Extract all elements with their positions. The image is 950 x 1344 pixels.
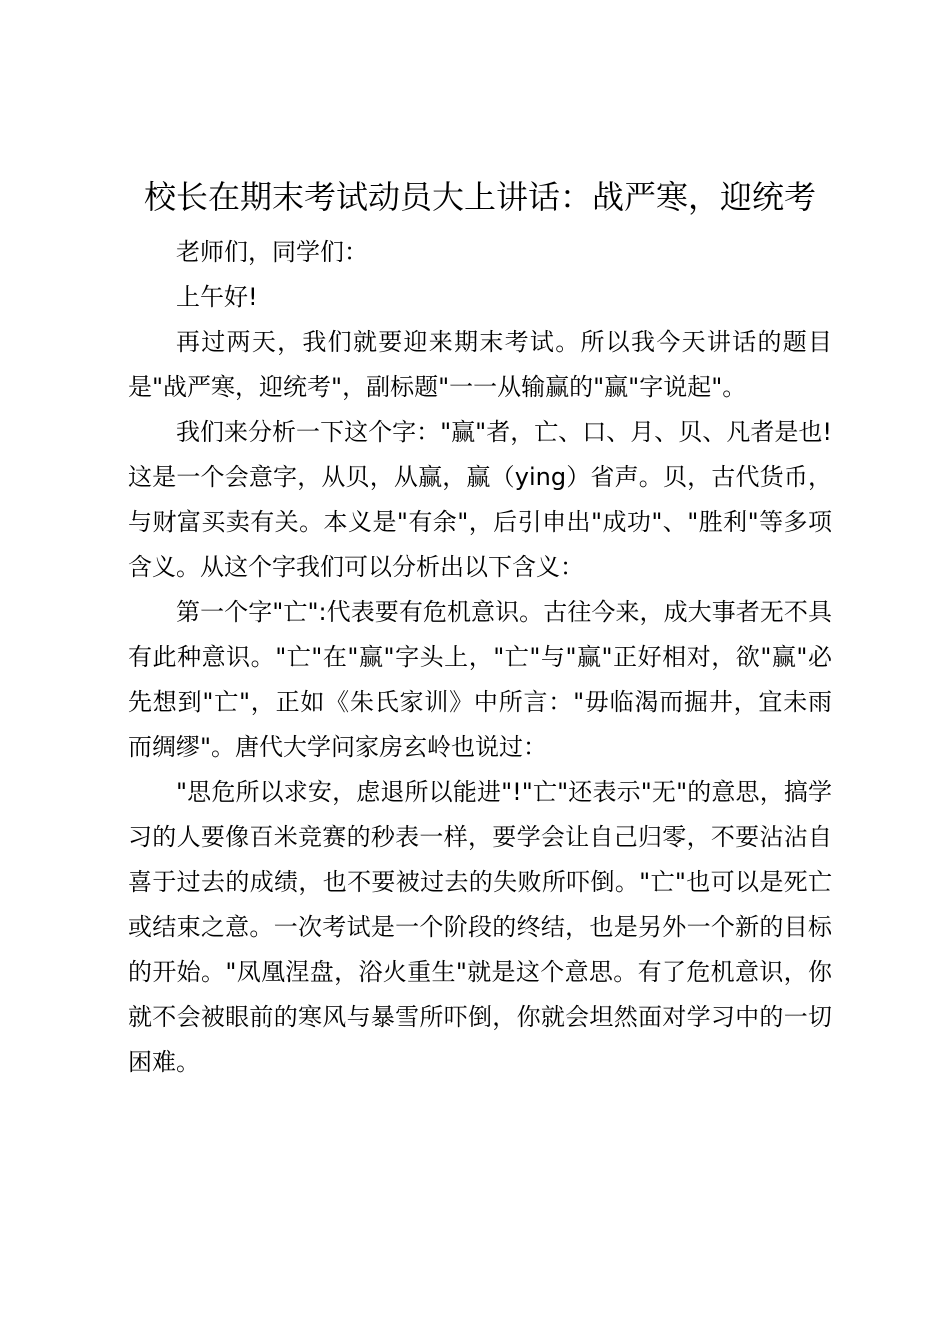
paragraph-greeting: 老师们，同学们： bbox=[176, 238, 368, 266]
paragraph-good-morning: 上午好! bbox=[176, 283, 258, 311]
document-title: 校长在期末考试动员大上讲话：战严寒，迎统考 bbox=[143, 178, 816, 216]
paragraph-intro: 再过两天，我们就要迎来期末考试。所以我今天讲话的题目是"战严寒，迎统考"，副标题"一一从输赢的"赢"字说起"。 bbox=[128, 328, 832, 401]
paragraph-crisis-awareness: "思危所以求安，虑退所以能进"!"亡"还表示"无"的意思，搞学习的人要像百米竞赛的秒表一样，要学会让自己归零，不要沾沾自喜于过去的成绩，也不要被过去的失败所吓倒。"亡"也可以是死亡或结束之意。一次考试是一个阶段的终结，也是另外一个新的目标的开始。"凤凰涅盘，浴火重生"就是这个意思。有了危机意识，你就不会被眼前的寒风与暴雪所吓倒，你就会坦然面对学习中的一切困难。 bbox=[128, 778, 832, 1076]
document-page bbox=[128, 170, 832, 1085]
paragraph-character-analysis: 我们来分析一下这个字："赢"者，亡、口、月、贝、凡者是也!这是一个会意字，从贝，从赢，赢（ying）省声。贝，古代货币，与财富买卖有关。本义是"有余"，后引申出"成功"、"胜利"等多项含义。从这个字我们可以分析出以下含义： bbox=[128, 418, 832, 581]
paragraph-first-character: 第一个字"亡":代表要有危机意识。古往今来，成大事者无不具有此种意识。"亡"在"赢"字头上，"亡"与"赢"正好相对，欲"赢"必先想到"亡"，正如《朱氏家训》中所言："毋临渴而掘井，宜未雨而绸缪"。唐代大学问家房玄岭也说过： bbox=[128, 598, 832, 761]
